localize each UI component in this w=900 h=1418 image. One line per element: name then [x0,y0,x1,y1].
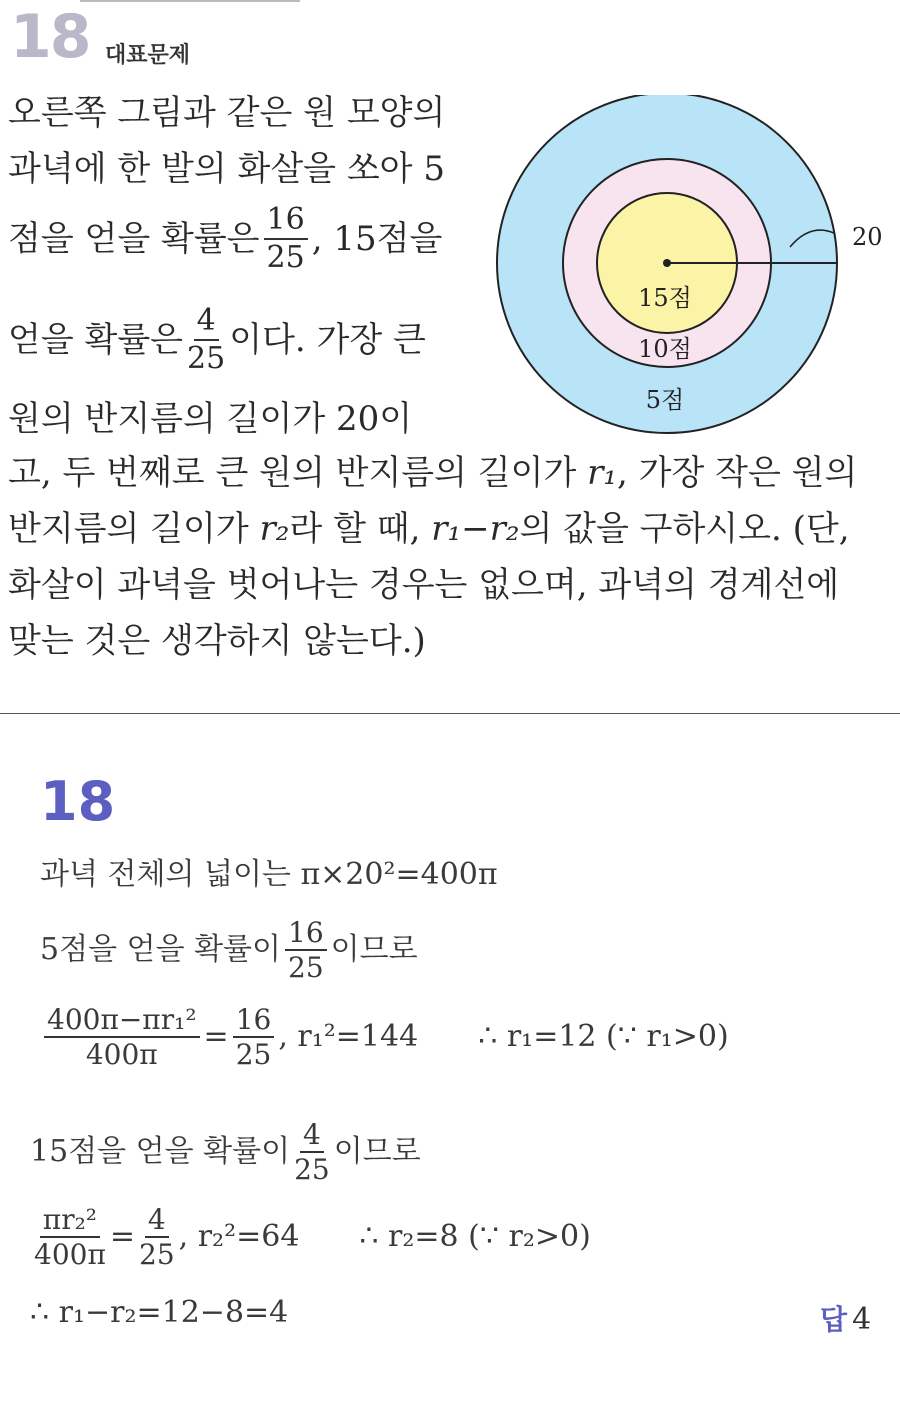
fraction-denominator: 25 [288,951,324,985]
problem-line-4 [8,305,426,374]
solution-line-3-rest: , r₁²=144 [278,1019,419,1055]
r1-symbol: r₁ [587,453,618,493]
fraction-denominator: 25 [235,1038,272,1072]
solution-line-4 [30,1120,421,1185]
problem-line-9: 맞는 것은 생각하지 않는다.) [8,621,426,661]
problem-tag: 대표문제 [105,43,191,68]
solution-line-4-post: 이므로 [333,1134,421,1170]
fraction-numerator: 16 [233,1005,275,1038]
problem-line-7-mid: 라 할 때, [289,509,421,549]
fraction-numerator: 16 [285,918,327,951]
problem-line-3-pre: 점을 얻을 확률은 [8,218,260,259]
fraction-denominator: 25 [139,1238,175,1272]
fraction-numerator: 4 [300,1120,324,1153]
answer-value: 4 [852,1302,872,1337]
problem-line-6-post: , 가장 작은 원의 [617,453,858,493]
solution-fraction-2 [233,1005,275,1070]
fraction-denominator: 25 [187,340,226,376]
problem-line-2: 과녁에 한 발의 화살을 쏘아 5 [8,149,445,189]
solution-line-2 [40,918,418,983]
solution-line-1: 과녁 전체의 넓이는 π×20²=400π [40,857,498,892]
answer-label: 답 [820,1303,848,1336]
r1-minus-r2: r₁−r₂ [431,509,520,549]
solution-line-3-conclusion: ∴ r₁=12 (∵ r₁>0) [478,1019,729,1055]
fraction-denominator: 25 [266,239,305,275]
problem-line-3 [8,204,442,273]
fraction-16-25 [285,918,327,983]
problem-number: 18 [10,2,90,72]
solution-fraction-1 [44,1005,200,1070]
problem-line-1: 오른쪽 그림과 같은 원 모양의 [8,93,446,133]
fraction-numerator: 4 [145,1205,169,1238]
section-divider [0,713,900,714]
solution-line-2-pre: 5점을 얻을 확률이 [40,932,282,968]
fraction-numerator: 4 [194,305,219,341]
problem-line-5: 원의 반지름의 길이가 20이 [8,399,413,439]
inner-label: 15점 [638,284,692,312]
solution-line-5-rest: , r₂²=64 [178,1219,300,1255]
outer-label: 5점 [645,386,685,414]
final-answer [820,1298,871,1338]
problem-line-8: 화살이 과녁을 벗어나는 경우는 없으며, 과녁의 경계선에 [8,565,840,605]
top-rule [80,0,300,2]
problem-line-7-post: 의 값을 구하시오. (단, [519,509,850,549]
solution-line-4-pre: 15점을 얻을 확률이 [30,1134,291,1170]
fraction-numerator: 16 [264,204,308,240]
solution-fraction-3 [34,1205,106,1270]
solution-line-5 [30,1205,591,1270]
problem-line-3-post: , 15점을 [311,218,443,259]
solution-line-5-conclusion: ∴ r₂=8 (∵ r₂>0) [359,1219,591,1255]
fraction-denominator: 400π [85,1038,158,1072]
problem-line-7 [8,509,850,549]
fraction-4-25 [294,1120,330,1185]
equals-sign: = [203,1019,229,1055]
radius-label: 20 [852,223,883,251]
problem-line-6 [8,453,858,493]
equals-sign: = [109,1219,135,1255]
fraction-denominator: 25 [294,1153,330,1187]
fraction-4-25 [187,305,225,374]
problem-line-4-pre: 얻을 확률은 [8,319,184,360]
fraction-denominator: 400π [34,1238,106,1272]
r2-symbol: r₂ [259,509,290,549]
problem-line-4-post: 이다. 가장 큰 [229,319,426,360]
fraction-numerator: πr₂² [40,1205,100,1238]
fraction-numerator: 400π−πr₁² [44,1005,200,1038]
fraction-16-25 [264,204,308,273]
solution-line-3 [40,1005,729,1070]
target-diagram [480,95,900,445]
problem-line-7-pre: 반지름의 길이가 [8,509,249,549]
problem-line-6-pre: 고, 두 번째로 큰 원의 반지름의 길이가 [8,453,577,493]
solution-fraction-4 [139,1205,175,1270]
solution-line-2-post: 이므로 [330,932,418,968]
solution-number: 18 [40,770,116,833]
middle-label: 10점 [638,335,692,363]
solution-line-6: ∴ r₁−r₂=12−8=4 [30,1295,289,1330]
